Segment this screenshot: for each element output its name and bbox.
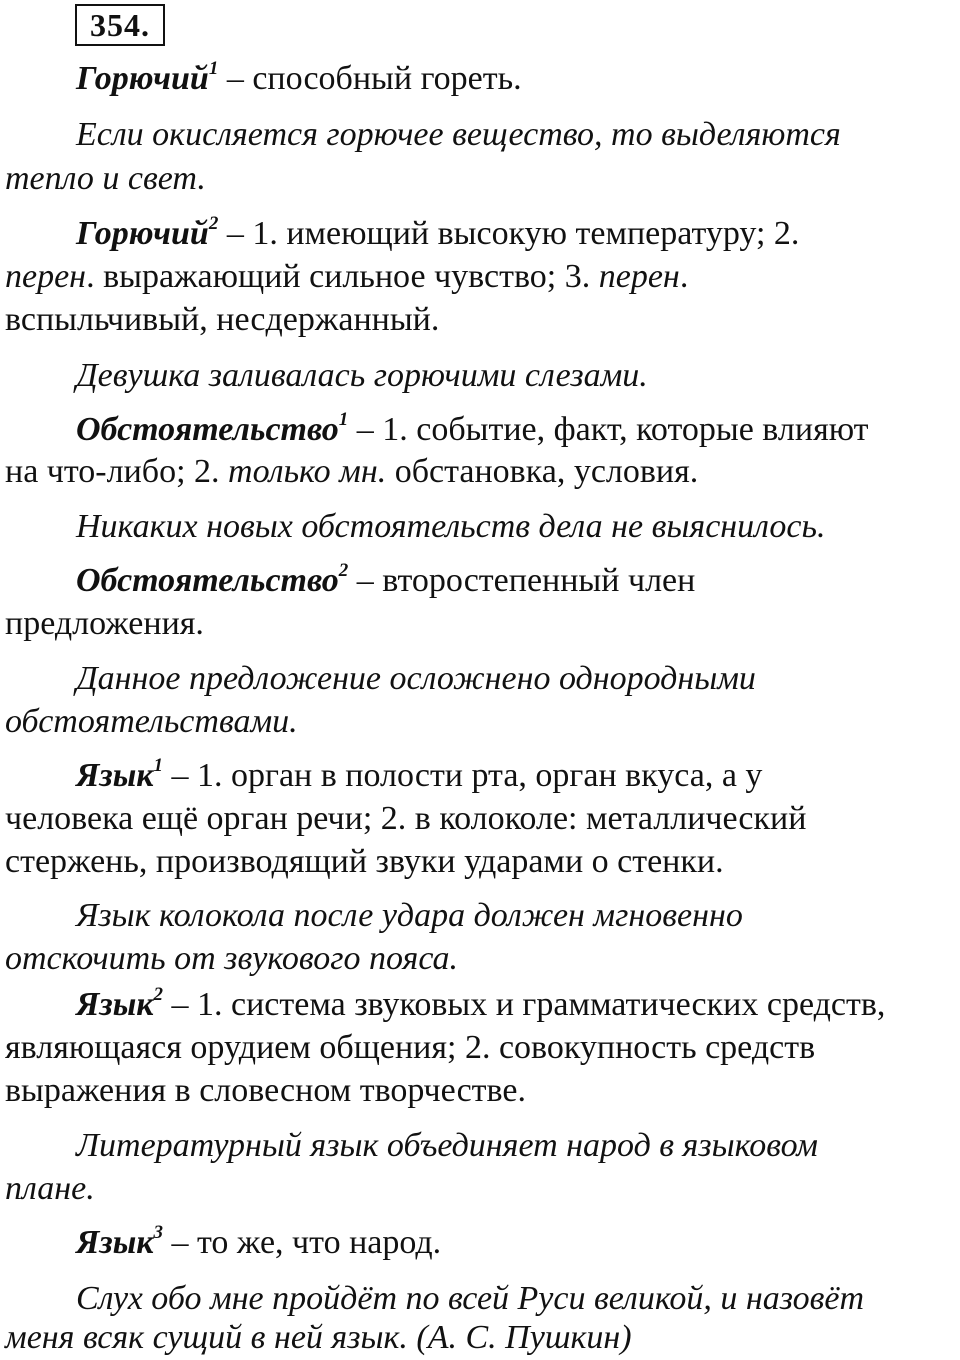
- definition-line: предложения.: [5, 605, 204, 642]
- example-line: Слух обо мне пройдёт по всей Руси великой, и назовёт: [76, 1280, 865, 1317]
- headword: Горючий: [76, 60, 209, 97]
- usage-mark: перен: [598, 258, 680, 295]
- entry-jazyk-1: [5, 754, 957, 798]
- example-line: Никаких новых обстоятельств дела не выяснилось.: [76, 508, 826, 545]
- example-line: Данное предложение осложнено однородными: [76, 660, 756, 697]
- headword: Горючий: [76, 215, 209, 252]
- entry-jazyk-3: [5, 1221, 957, 1265]
- definition: – второстепенный член: [348, 562, 696, 599]
- definition-line: [5, 450, 957, 494]
- example-line: обстоятельствами.: [5, 703, 298, 740]
- definition: – 1. орган в полости рта, орган вкуса, а у: [163, 757, 763, 794]
- definition-line: выражения в словесном творчестве.: [5, 1072, 526, 1109]
- example-line: Если окисляется горючее вещество, то выделяются: [76, 116, 841, 153]
- definition-line: человека ещё орган речи; 2. в колоколе: металлический: [5, 800, 807, 837]
- entry-gorjuchij-2: [5, 212, 957, 256]
- definition: .: [679, 258, 689, 295]
- exercise-number: 354.: [75, 4, 165, 46]
- usage-mark: перен: [5, 258, 87, 295]
- definition: обстановка, условия.: [386, 453, 699, 490]
- headword: Обстоятельство: [76, 411, 339, 448]
- definition-line: [5, 255, 957, 299]
- homonym-index: 2: [208, 213, 219, 234]
- definition: – то же, что народ.: [163, 1224, 442, 1261]
- headword: Язык: [76, 986, 154, 1023]
- homonym-index: 3: [153, 1222, 164, 1243]
- headword: Обстоятельство: [76, 562, 339, 599]
- example-line: Литературный язык объединяет народ в языковом: [76, 1127, 818, 1164]
- homonym-index: 1: [153, 755, 164, 776]
- definition: . выражающий сильное чувство; 3.: [86, 258, 599, 295]
- example-line: Язык колокола после удара должен мгновенно: [76, 897, 743, 934]
- homonym-index: 2: [338, 560, 349, 581]
- usage-mark: только мн.: [228, 453, 387, 490]
- example-line: отскочить от звукового пояса.: [5, 940, 459, 977]
- homonym-index: 1: [208, 58, 219, 79]
- definition: – способный гореть.: [218, 60, 522, 97]
- example-line: меня всяк сущий в ней язык. (А. С. Пушкин): [5, 1319, 632, 1356]
- definition: – 1. система звуковых и грамматических средств,: [163, 986, 886, 1023]
- headword: Язык: [76, 757, 154, 794]
- definition: – 1. событие, факт, которые влияют: [348, 411, 869, 448]
- headword: Язык: [76, 1224, 154, 1261]
- definition-line: стержень, производящий звуки ударами о стенки.: [5, 843, 724, 880]
- example-line: Девушка заливалась горючими слезами.: [76, 357, 648, 394]
- entry-jazyk-2: [5, 983, 957, 1027]
- example-line: плане.: [5, 1170, 95, 1207]
- entry-obstojatelstvo-2: [5, 559, 957, 603]
- entry-gorjuchij-1: [5, 57, 957, 101]
- definition-line: вспыльчивый, несдержанный.: [5, 301, 440, 338]
- definition: – 1. имеющий высокую температуру; 2.: [218, 215, 800, 252]
- homonym-index: 1: [338, 409, 349, 430]
- example-line: тепло и свет.: [5, 160, 206, 197]
- definition-line: являющаяся орудием общения; 2. совокупность средств: [5, 1029, 816, 1066]
- entry-obstojatelstvo-1: [5, 408, 957, 452]
- homonym-index: 2: [153, 984, 164, 1005]
- definition: на что-либо; 2.: [5, 453, 229, 490]
